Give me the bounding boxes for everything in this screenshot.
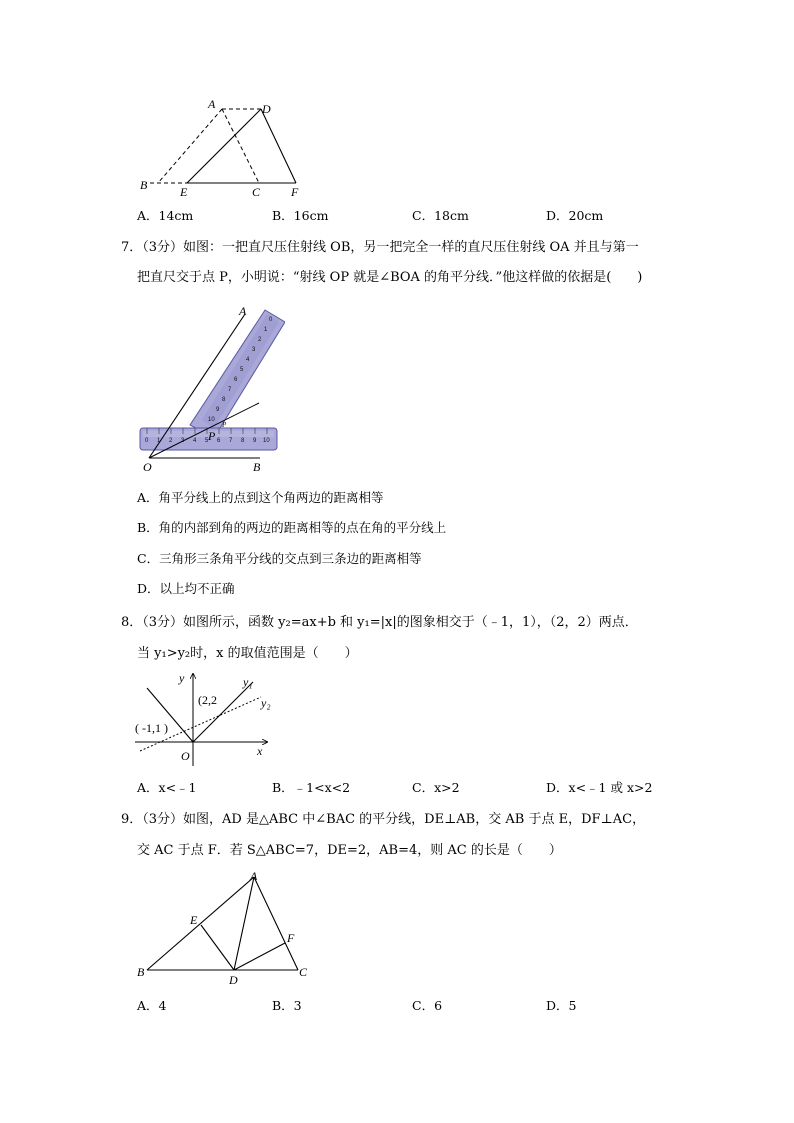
q6-label-d: D: [262, 102, 271, 116]
q7-ruler-tilted-numbers: [208, 317, 273, 423]
q8-label-point-neg1-1: ( -1,1 ): [135, 721, 168, 735]
q7-option-b[interactable]: B．角的内部到角的两边的距离相等的点在角的平分线上: [137, 520, 447, 535]
q9-label-b: B: [137, 965, 145, 979]
q8-option-c[interactable]: C．x>2: [412, 780, 460, 795]
q8-label-x: x: [257, 744, 263, 758]
q7-label-a: A: [239, 304, 247, 318]
q9-label-f: F: [287, 931, 295, 945]
q6-option-b[interactable]: B．16cm: [272, 208, 329, 223]
svg-text:8: 8: [222, 397, 226, 403]
svg-text:1: 1: [264, 327, 268, 333]
q8-label-y2: y₂: [261, 696, 271, 710]
svg-text:7: 7: [228, 387, 232, 393]
q7-label-p: P: [208, 429, 216, 443]
svg-text:2: 2: [169, 438, 173, 444]
svg-text:9: 9: [216, 407, 220, 413]
svg-text:0: 0: [269, 317, 273, 323]
q8-stem-line1: 8．（3分）如图所示，函数 y₂=ax+b 和 y₁=|x|的图象相交于（﹣1，1），（2，2）两点．: [121, 615, 638, 630]
svg-text:10: 10: [208, 417, 215, 423]
q8-label-point-2-2: (2,2: [198, 693, 217, 707]
svg-text:7: 7: [229, 438, 233, 444]
q9-label-a: A: [250, 869, 258, 883]
q6-seg-ab: [158, 109, 222, 183]
q9-option-d[interactable]: D．5: [546, 998, 577, 1013]
q8-graph-y1-right: [193, 682, 253, 742]
q7-stem-line1: 7．（3分）如图：一把直尺压住射线 OB，另一把完全一样的直尺压住射线 OA 并且与第一: [121, 240, 639, 255]
q8-option-b[interactable]: B．﹣1<x<2: [272, 780, 351, 795]
svg-text:4: 4: [193, 438, 197, 444]
q7-label-o: O: [143, 460, 152, 474]
q6-label-c: C: [252, 185, 261, 199]
svg-text:10: 10: [263, 438, 270, 444]
q9-label-e: E: [190, 913, 198, 927]
svg-text:6: 6: [234, 377, 238, 383]
q9-stem-line2: 交 AC 于点 F．若 S△ABC=7，DE=2，AB=4，则 AC 的长是（ ）: [137, 843, 562, 858]
q6-option-d[interactable]: D．20cm: [546, 208, 604, 223]
q7-stem-line2: 把直尺交于点 P，小明说：“射线 OP 就是∠BOA 的角平分线．”他这样做的依据是( ): [137, 270, 643, 285]
q7-label-b: B: [253, 460, 261, 474]
q9-option-b[interactable]: B．3: [272, 998, 302, 1013]
q7-figure: [135, 300, 285, 478]
q6-figure: [130, 92, 320, 202]
q6-seg-ed: [187, 109, 261, 183]
svg-text:1: 1: [157, 438, 161, 444]
q6-seg-df: [261, 109, 296, 183]
q9-stem-line1: 9．（3分）如图，AD 是△ABC 中∠BAC 的平分线，DE⊥AB，交 AB 于点 E，DF⊥AC，: [121, 812, 646, 827]
q7-label-p-small: P: [222, 421, 227, 429]
svg-text:0: 0: [145, 438, 149, 444]
svg-text:6: 6: [217, 438, 221, 444]
q8-option-d[interactable]: D．x<﹣1 或 x>2: [546, 780, 653, 795]
q9-seg-ab: [147, 877, 254, 970]
svg-text:8: 8: [241, 438, 245, 444]
svg-text:5: 5: [205, 438, 209, 444]
q8-label-y: y: [179, 671, 185, 685]
svg-text:2: 2: [258, 337, 262, 343]
q7-option-d[interactable]: D．以上均不正确: [137, 581, 235, 596]
q9-option-a[interactable]: A．4: [137, 998, 167, 1013]
svg-text:9: 9: [253, 438, 257, 444]
q9-label-d: D: [229, 973, 238, 987]
q6-option-c[interactable]: C．18cm: [412, 208, 469, 223]
svg-text:4: 4: [246, 357, 250, 363]
q9-option-c[interactable]: C．6: [412, 998, 443, 1013]
svg-text:5: 5: [240, 367, 244, 373]
q7-option-a[interactable]: A．角平分线上的点到这个角两边的距离相等: [137, 490, 384, 505]
q9-seg-df: [234, 943, 285, 970]
q8-option-a[interactable]: A．x<﹣1: [137, 780, 197, 795]
q9-seg-de: [201, 925, 234, 970]
q6-label-b: B: [140, 178, 148, 192]
q9-seg-ad: [234, 877, 254, 970]
q8-label-o: O: [181, 749, 190, 763]
q8-label-y1: y₁: [243, 675, 253, 689]
q9-figure: [132, 866, 317, 988]
q8-stem-line2: 当 y₁>y₂时，x 的取值范围是（ ）: [137, 646, 358, 661]
q6-seg-ac: [222, 109, 259, 183]
q9-label-c: C: [299, 965, 308, 979]
q8-figure: [135, 668, 280, 768]
q6-label-e: E: [180, 185, 188, 199]
q6-label-f: F: [291, 185, 299, 199]
q6-option-a[interactable]: A．14cm: [137, 208, 194, 223]
q6-label-a: A: [208, 97, 216, 111]
svg-text:3: 3: [252, 347, 256, 353]
q7-option-c[interactable]: C．三角形三条角平分线的交点到三条边的距离相等: [137, 551, 422, 566]
